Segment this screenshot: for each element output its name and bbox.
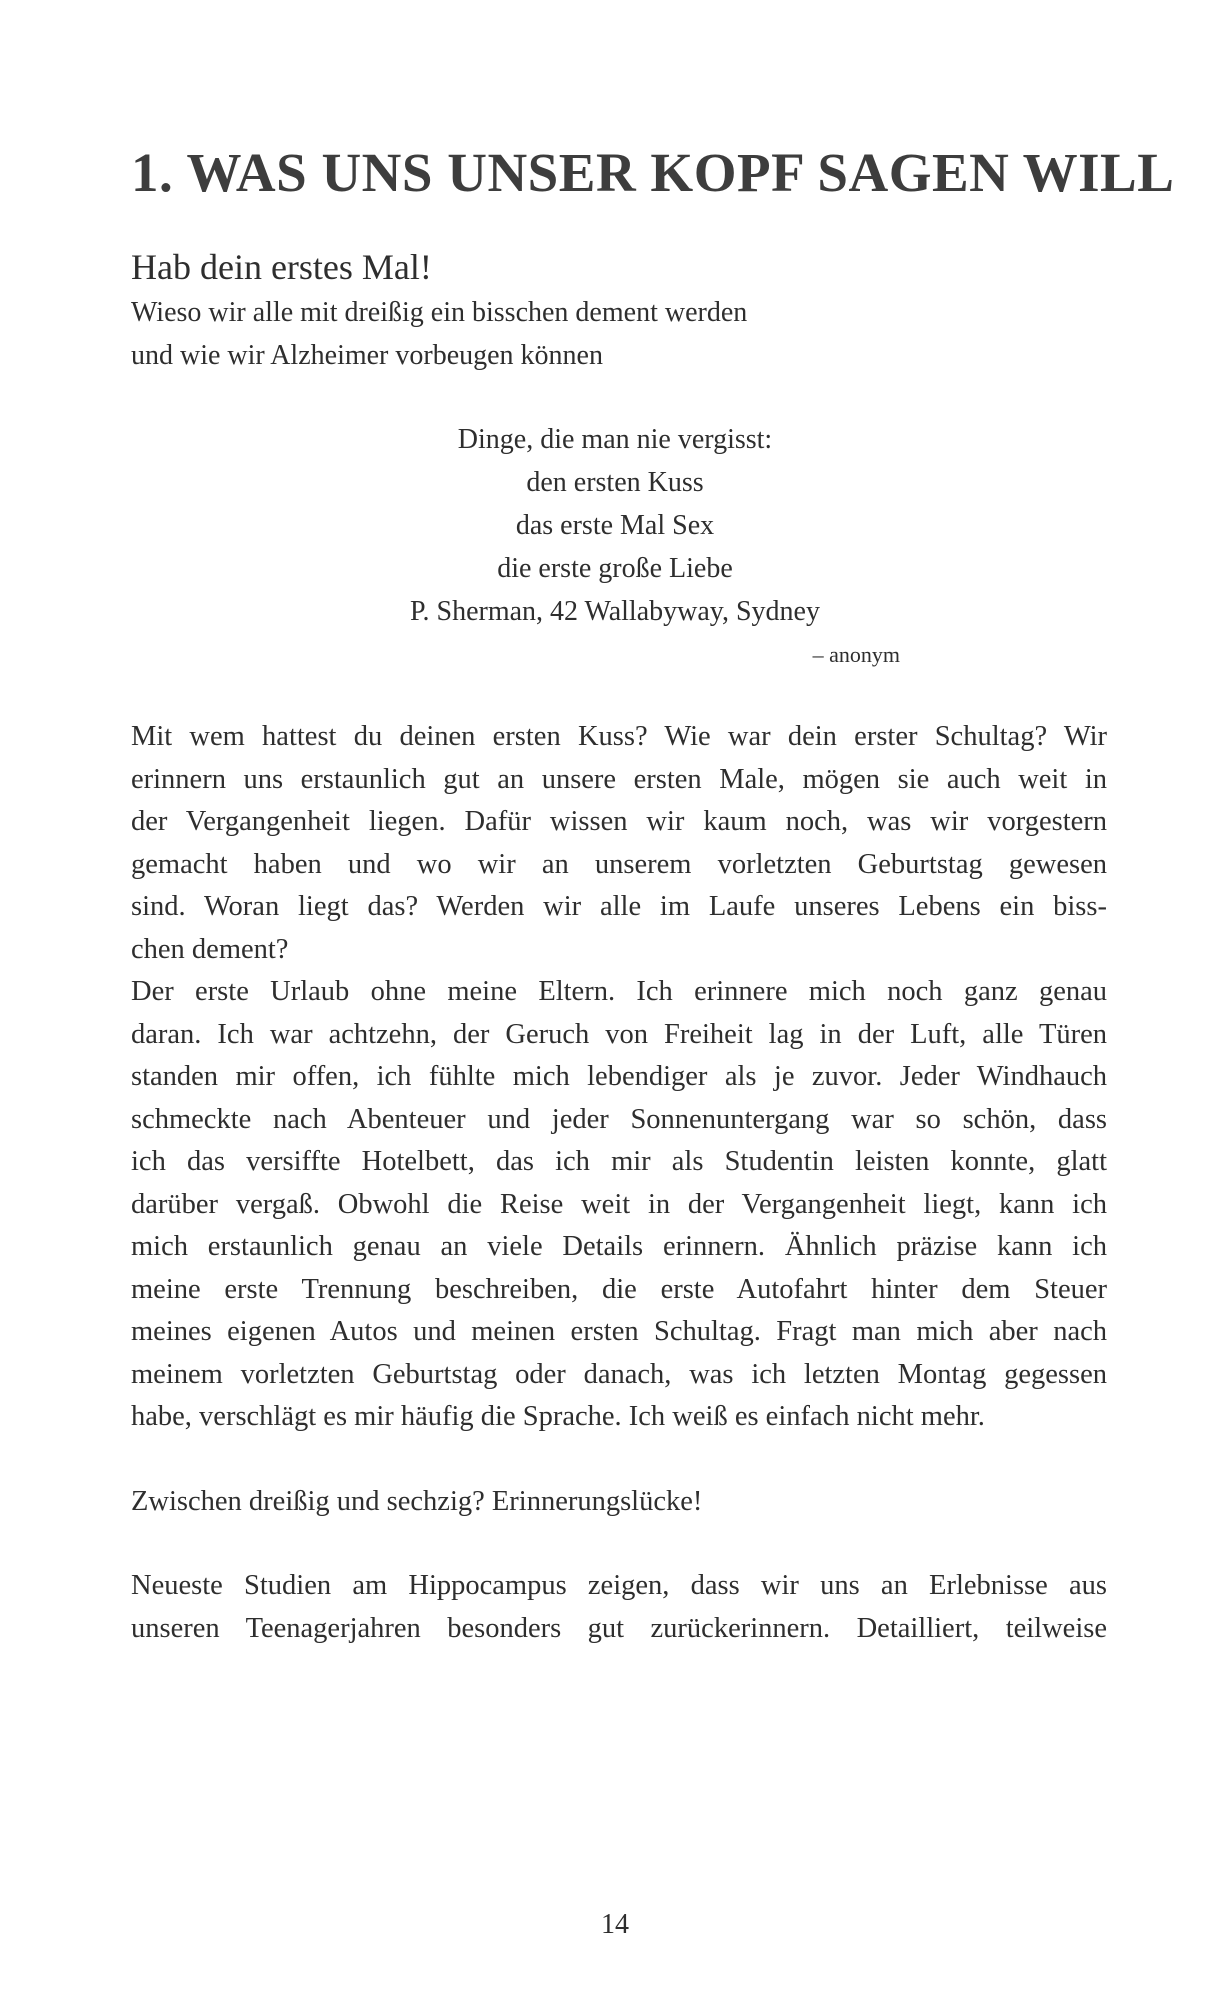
paragraph-line: chen dement? — [131, 933, 289, 965]
epigraph-line: den ersten Kuss — [526, 467, 704, 498]
paragraph-line: der Vergangenheit liegen. Dafür wissen wir kaum noch, was wir vorgestern — [131, 806, 1107, 837]
paragraph-line: Der erste Urlaub ohne meine Eltern. Ich erinnere mich noch ganz genau — [131, 976, 1107, 1007]
chapter-title: 1. WAS UNS UNSER KOPF SAGEN WILL — [131, 142, 1175, 203]
section-subtitle — [131, 291, 1111, 377]
epigraph-line: die erste große Liebe — [497, 553, 733, 584]
paragraph-line: schmeckte nach Abenteuer und jeder Sonnenuntergang war so schön, dass — [131, 1103, 1107, 1135]
paragraph — [131, 716, 1107, 971]
epigraph — [300, 418, 930, 633]
paragraph-line: daran. Ich war achtzehn, der Geruch von Freiheit lag in der Luft, alle Türen — [131, 1018, 1107, 1050]
paragraph-line: unseren Teenagerjahren besonders gut zurückerinnern. Detailliert, teilweise — [131, 1612, 1107, 1644]
paragraph-line: Mit wem hattest du deinen ersten Kuss? Wie war dein erster Schultag? Wir — [131, 721, 1107, 752]
paragraph-line: meine erste Trennung beschreiben, die erste Autofahrt hinter dem Steuer — [131, 1273, 1107, 1305]
paragraph-line: meines eigenen Autos und meinen ersten Schultag. Fragt man mich aber nach — [131, 1316, 1107, 1347]
paragraph — [131, 1481, 1107, 1524]
paragraph-line: standen mir offen, ich fühlte mich lebendiger als je zuvor. Jeder Windhauch — [131, 1061, 1107, 1092]
epigraph-line: Dinge, die man nie vergisst: — [457, 424, 773, 455]
paragraph-line: erinnern uns erstaunlich gut an unsere ersten Male, mögen sie auch weit in — [131, 763, 1107, 795]
paragraph-line: gemacht haben und wo wir an unserem vorletzten Geburtstag gewesen — [131, 848, 1107, 880]
paragraph-line: Neueste Studien am Hippocampus zeigen, dass wir uns an Erlebnisse aus — [131, 1570, 1107, 1601]
paragraph — [131, 1565, 1107, 1650]
paragraph-line: Zwischen dreißig und sechzig? Erinnerungslücke! — [131, 1486, 703, 1517]
paragraph-line: darüber vergaß. Obwohl die Reise weit in der Vergangenheit liegt, kann ich — [131, 1188, 1107, 1220]
paragraph-line: ich das versiffte Hotelbett, das ich mir als Studentin leisten konnte, glatt — [131, 1146, 1107, 1177]
epigraph-line: das erste Mal Sex — [515, 510, 715, 541]
epigraph-attribution: – anonym — [812, 642, 900, 667]
paragraph — [131, 971, 1107, 1439]
subtitle-line: Wieso wir alle mit dreißig ein bisschen dement werden — [131, 297, 748, 328]
paragraph-line: habe, verschlägt es mir häufig die Sprache. Ich weiß es einfach nicht mehr. — [131, 1401, 985, 1432]
epigraph-line: P. Sherman, 42 Wallabyway, Sydney — [410, 596, 820, 627]
page-number: 14 — [601, 1909, 629, 1940]
paragraph-line: sind. Woran liegt das? Werden wir alle im Laufe unseres Lebens ein biss- — [131, 891, 1107, 922]
paragraph-line: meinem vorletzten Geburtstag oder danach, was ich letzten Montag gegessen — [131, 1358, 1107, 1390]
section-title: Hab dein erstes Mal! — [131, 247, 432, 287]
paragraph-line: mich erstaunlich genau an viele Details erinnern. Ähnlich präzise kann ich — [131, 1231, 1107, 1262]
subtitle-line: und wie wir Alzheimer vorbeugen können — [131, 340, 603, 371]
